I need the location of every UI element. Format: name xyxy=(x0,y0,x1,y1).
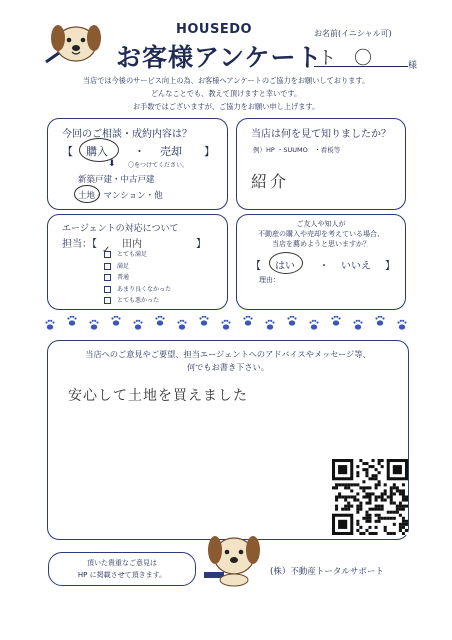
land-circle xyxy=(74,185,100,203)
referral-line-1: ご友人や知人が xyxy=(296,220,346,228)
intro-line-3: お手数ではございますが、ご協力をお願い申し上げます。 xyxy=(132,102,320,111)
paw-icon xyxy=(89,320,98,330)
staff-label: 担当：【 xyxy=(62,239,97,250)
paw-icon xyxy=(67,316,76,326)
paw-icon xyxy=(309,320,318,330)
comment-box xyxy=(47,340,409,540)
consultation-box xyxy=(47,118,228,210)
option-no[interactable]: いいえ xyxy=(341,261,371,272)
bubble-line-2: HP に掲載させて頂きます。 xyxy=(77,571,167,579)
option-dot: ・ xyxy=(134,145,145,158)
referral-bracket-open: 【 xyxy=(251,261,261,272)
bracket-close: 】 xyxy=(204,145,215,158)
paw-icon xyxy=(45,320,54,330)
comment-prompt-2: 何でもお書き下さい。 xyxy=(187,362,269,372)
paw-icon xyxy=(397,320,406,330)
choice-5[interactable]: とても悪かった xyxy=(104,295,171,307)
paw-divider xyxy=(40,312,412,334)
yes-circle xyxy=(269,252,303,274)
choice-1[interactable]: とても満足 ✓ xyxy=(102,245,148,258)
paw-icon xyxy=(177,320,186,330)
source-answer[interactable]: 紹介 xyxy=(251,172,290,191)
paw-icon xyxy=(331,316,340,326)
choice-3[interactable]: 普通 xyxy=(104,272,171,284)
brand-logo: HOUSEDO xyxy=(176,22,253,37)
referral-box xyxy=(236,214,406,310)
intro-line-1: 当店では今後のサービス向上の為、お客様へアンケートのご協力をお願いしております。 xyxy=(82,76,370,85)
staff-close: 】 xyxy=(196,239,206,250)
paw-icon xyxy=(265,320,274,330)
qr-code[interactable] xyxy=(332,459,408,535)
paw-icon xyxy=(111,316,120,326)
name-value[interactable]: ト 〇 xyxy=(318,48,372,69)
paw-icon xyxy=(199,316,208,326)
checkmark-icon: ✓ xyxy=(102,245,111,256)
referral-bracket-close: 】 xyxy=(385,261,395,272)
referral-line-3: 当店を薦めようと思いますか？ xyxy=(272,240,370,248)
intro-line-2: どんなことでも、教えて頂けますと幸いです。 xyxy=(150,89,302,98)
paw-icon xyxy=(287,316,296,326)
referral-dot: ・ xyxy=(319,261,329,272)
name-honorific: 様 xyxy=(408,61,418,71)
source-title: 当店は何を見て知りましたか？ xyxy=(251,129,391,140)
paw-icon xyxy=(221,320,230,330)
name-label: お名前(イニシャル可) xyxy=(314,29,392,38)
circle-note: 〇をつけてください。 xyxy=(128,162,189,169)
reason-label: 理由： xyxy=(259,276,280,284)
bubble-line-1: 頂いた貴重なご意見は xyxy=(87,559,157,567)
paw-icon xyxy=(155,316,164,326)
property-types-2: 土地・マンション・他 xyxy=(78,191,163,201)
staff-value[interactable]: 田内 xyxy=(122,239,142,250)
comment-answer[interactable]: 安心して土地を買えました xyxy=(68,388,248,404)
agent-box xyxy=(47,214,228,310)
company-name: (株）不動産トータルサポート xyxy=(270,567,384,577)
option-yes[interactable]: はい xyxy=(275,261,295,272)
comment-prompt-1: 当店へのご意見やご要望、担当エージェントへのアドバイスやメッセージ等、 xyxy=(85,349,371,359)
paw-icon xyxy=(243,316,252,326)
choice-4[interactable]: あまり良くなかった xyxy=(104,284,171,296)
bracket-open: 【 xyxy=(62,145,73,158)
dog-footer-icon xyxy=(200,528,264,588)
header xyxy=(0,0,452,82)
footer-bubble xyxy=(48,552,196,586)
option-sell[interactable]: 売却 xyxy=(160,145,182,158)
property-types-1: 新築戸建・中古戸建 xyxy=(78,175,155,185)
name-underline xyxy=(314,66,408,67)
arrow-down-icon: ⬇ xyxy=(108,159,116,169)
survey-title: お客様アンケート xyxy=(116,43,323,72)
referral-line-2: 不動産の購入や売却を考えている場合、 xyxy=(258,230,384,238)
choice-2[interactable]: 満足 xyxy=(104,261,171,273)
paw-icon xyxy=(133,320,142,330)
source-box xyxy=(236,118,406,210)
source-options: 例）HP ・SUUMO ・看板等 xyxy=(253,146,341,154)
choice-list xyxy=(102,245,172,307)
paw-icon xyxy=(375,316,384,326)
option-buy[interactable]: 購入 xyxy=(86,145,108,158)
dog-mascot-icon xyxy=(44,18,108,70)
consultation-title: 今回のご相談・成約内容は？ xyxy=(62,129,192,140)
agent-title: エージェントの対応について xyxy=(62,224,179,234)
paw-icon xyxy=(353,320,362,330)
